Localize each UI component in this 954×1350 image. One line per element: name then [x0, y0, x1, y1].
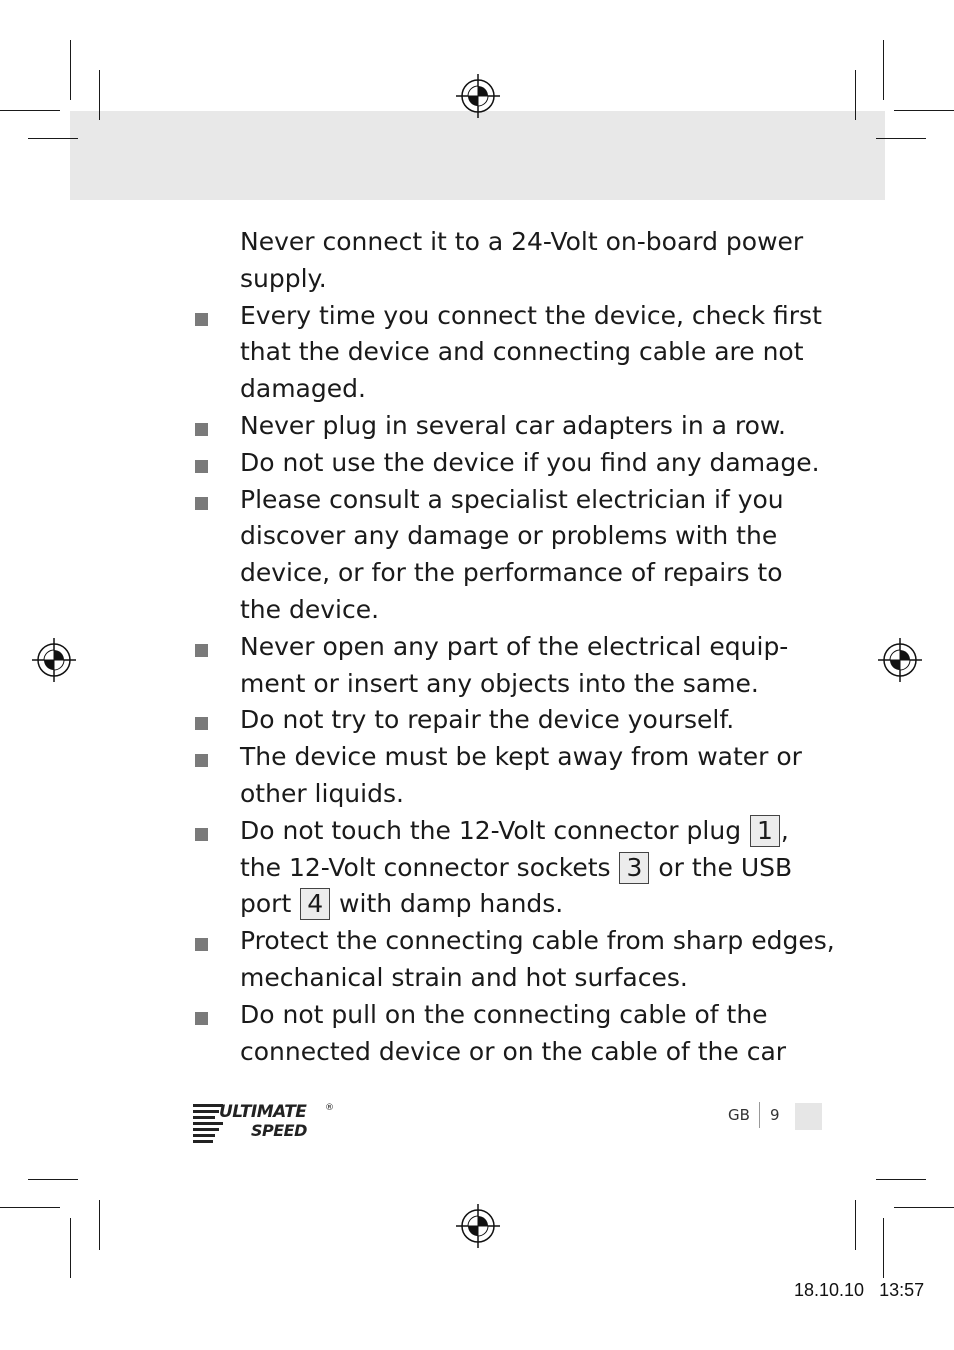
part-number-box: 4: [300, 888, 330, 920]
print-date: 18.10.10: [794, 1280, 865, 1300]
registration-mark-top-icon: [456, 74, 500, 118]
bullet-item: [193, 923, 835, 997]
registration-mark-left-icon: [32, 638, 76, 682]
continuation-paragraph: [193, 224, 804, 298]
bullet-item: [193, 702, 773, 739]
square-bullet-icon: [195, 313, 208, 326]
square-bullet-icon: [195, 423, 208, 436]
text-line: discover any damage or problems with the: [240, 521, 778, 551]
page-number: 9: [770, 1106, 780, 1124]
square-bullet-icon: [195, 717, 208, 730]
text-line: Do not try to repair the device yourself.: [240, 705, 735, 735]
brand-logo: [193, 1100, 333, 1152]
square-bullet-icon: [195, 1012, 208, 1025]
square-bullet-icon: [195, 938, 208, 951]
bullet-item: [193, 629, 789, 703]
language-code: GB: [728, 1106, 750, 1124]
square-bullet-icon: [195, 460, 208, 473]
bullet-item: [193, 739, 802, 813]
part-number-box: 3: [619, 852, 649, 884]
text-line: the 12-Volt connector sockets 3 or the USB: [240, 852, 793, 882]
header-band: [70, 111, 885, 200]
part-number-box: 1: [750, 815, 780, 847]
text-line: damaged.: [240, 374, 366, 404]
registration-mark-right-icon: [878, 638, 922, 682]
text-line: supply.: [240, 263, 327, 293]
text-line: Please consult a specialist electrician if you: [240, 484, 784, 514]
print-stamp: [794, 1280, 924, 1301]
text-line: Never plug in several car adapters in a row.: [240, 410, 786, 440]
text-line: that the device and connecting cable are not: [240, 337, 804, 367]
bullet-item: [193, 298, 822, 408]
text-line: Never connect it to a 24-Volt on-board power: [240, 227, 804, 256]
text-line: other liquids.: [240, 778, 404, 808]
text-line: Do not use the device if you find any damage.: [240, 447, 820, 477]
brand-name-line1: ULTIMATE: [219, 1102, 307, 1122]
square-bullet-icon: [195, 754, 208, 767]
print-time: 13:57: [879, 1280, 925, 1300]
square-bullet-icon: [195, 828, 208, 841]
text-line: mechanical strain and hot surfaces.: [240, 962, 688, 992]
bullet-item: [193, 482, 784, 629]
text-line: the device.: [240, 594, 380, 624]
page-tab-marker: [795, 1103, 822, 1130]
text-line: Protect the connecting cable from sharp edges,: [240, 926, 835, 956]
bullet-item: [193, 408, 786, 445]
text-line: ment or insert any objects into the same.: [240, 668, 759, 698]
bullet-item: [193, 813, 793, 923]
text-line: The device must be kept away from water or: [240, 742, 802, 772]
footer-divider: [759, 1102, 760, 1128]
square-bullet-icon: [195, 644, 208, 657]
safety-instructions: [193, 224, 835, 1070]
brand-registered-mark: ®: [325, 1103, 334, 1113]
text-line: Never open any part of the electrical equip-: [240, 631, 789, 661]
bullet-item: [193, 445, 820, 482]
square-bullet-icon: [195, 497, 208, 510]
brand-name-line2: SPEED: [251, 1121, 307, 1140]
text-line: Every time you connect the device, check first: [240, 300, 822, 330]
bullet-item: [193, 997, 787, 1071]
text-line: Do not pull on the connecting cable of the: [240, 999, 768, 1029]
text-line: Do not touch the 12-Volt connector plug 1 ,: [240, 815, 789, 845]
text-line: port 4 with damp hands.: [240, 889, 564, 919]
text-line: device, or for the performance of repairs to: [240, 558, 783, 588]
registration-mark-bottom-icon: [456, 1204, 500, 1248]
text-line: connected device or on the cable of the car: [240, 1036, 787, 1066]
